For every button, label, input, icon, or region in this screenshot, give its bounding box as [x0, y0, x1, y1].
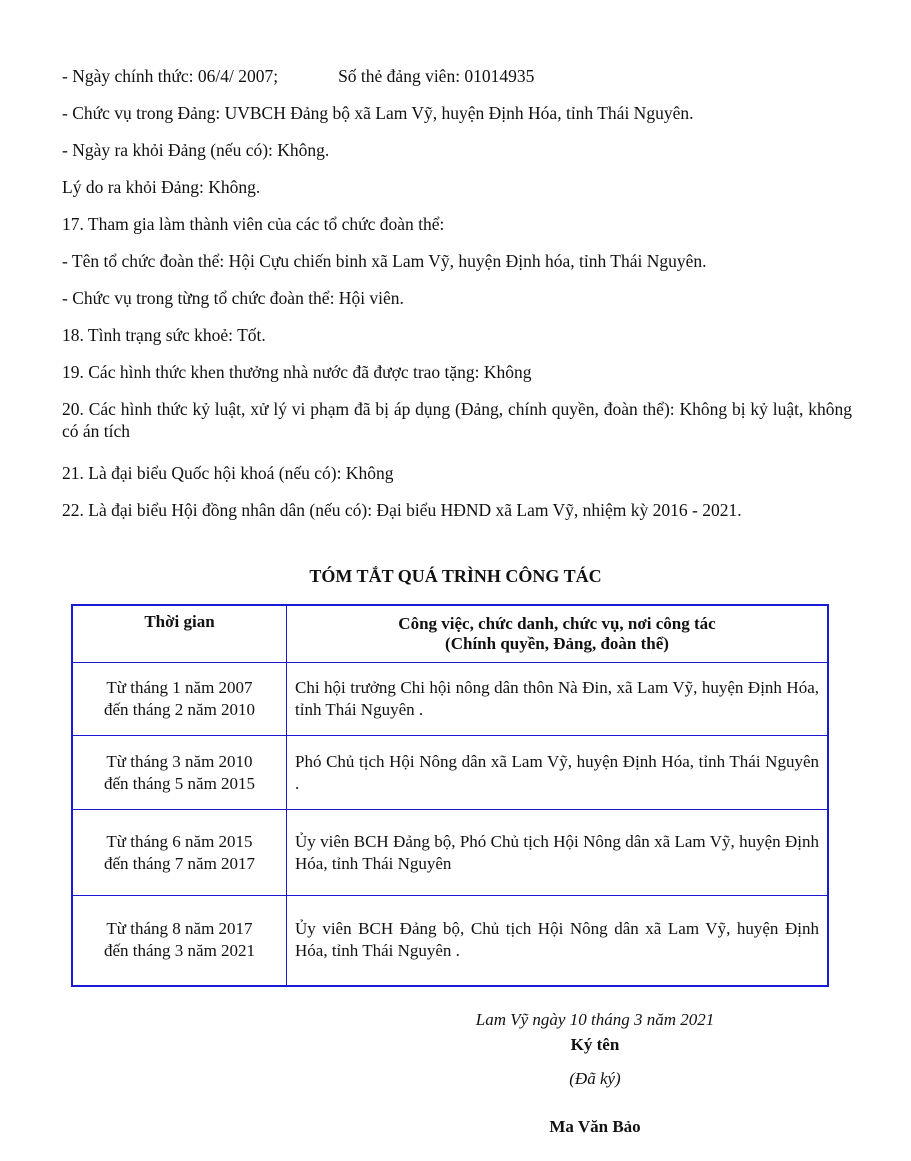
- organization-name-line: - Tên tổ chức đoàn thể: Hội Cựu chiến binh xã Lam Vỹ, huyện Định hóa, tỉnh Thái Nguyên.: [62, 251, 707, 271]
- time-to: đến tháng 5 năm 2015: [103, 773, 256, 793]
- description-cell: Ủy viên BCH Đảng bộ, Phó Chủ tịch Hội Nông dân xã Lam Vỹ, huyện Định Hóa, tỉnh Thái Nguyên: [287, 810, 829, 896]
- table-header-row: [72, 605, 828, 663]
- table-row: [72, 736, 828, 810]
- time-cell: [72, 736, 287, 810]
- table-row: [72, 810, 828, 896]
- header-work-line1: Công việc, chức danh, chức vụ, nơi công tác: [398, 614, 716, 633]
- time-from: Từ tháng 6 năm 2015: [106, 831, 253, 851]
- national-assembly-line: 21. Là đại biểu Quốc hội khoá (nếu có): Không: [62, 463, 394, 483]
- description-cell: Phó Chủ tịch Hội Nông dân xã Lam Vỹ, huyện Định Hóa, tỉnh Thái Nguyên .: [287, 736, 829, 810]
- section-title: TÓM TẮT QUÁ TRÌNH CÔNG TÁC: [309, 566, 602, 586]
- party-card-number: Số thẻ đảng viên: 01014935: [338, 66, 535, 86]
- party-leave-reason-line: Lý do ra khỏi Đảng: Không.: [62, 177, 261, 197]
- description-cell: Chi hội trưởng Chi hội nông dân thôn Nà Đin, xã Lam Vỹ, huyện Định Hóa, tỉnh Thái Nguyên .: [287, 663, 829, 736]
- description-cell: Ủy viên BCH Đảng bộ, Chủ tịch Hội Nông dân xã Lam Vỹ, huyện Định Hóa, tỉnh Thái Nguyên .: [287, 896, 829, 986]
- discipline-line: 20. Các hình thức kỷ luật, xử lý vi phạm đã bị áp dụng (Đảng, chính quyền, đoàn thể): Không bị kỷ luật, không có án tích: [62, 399, 852, 441]
- work-history-table: [71, 604, 829, 987]
- header-time: Thời gian: [72, 605, 287, 663]
- party-leave-date-line: - Ngày ra khỏi Đảng (nếu có): Không.: [62, 140, 330, 160]
- time-cell: [72, 810, 287, 896]
- time-from: Từ tháng 1 năm 2007: [106, 678, 253, 697]
- time-from: Từ tháng 8 năm 2017: [106, 919, 253, 939]
- table-row: [72, 663, 828, 736]
- signer-name: Ma Văn Bảo: [549, 1117, 641, 1136]
- time-to: đến tháng 7 năm 2017: [103, 853, 256, 873]
- time-to: đến tháng 3 năm 2021: [103, 941, 256, 961]
- signed-note: (Đã ký): [569, 1069, 621, 1088]
- time-cell: [72, 663, 287, 736]
- people-council-line: 22. Là đại biểu Hội đồng nhân dân (nếu có): Đại biểu HĐND xã Lam Vỹ, nhiệm kỳ 2016 - 2021.: [62, 500, 742, 520]
- header-work: [287, 605, 829, 663]
- health-status-line: 18. Tình trạng sức khoẻ: Tốt.: [62, 325, 266, 345]
- time-cell: [72, 896, 287, 986]
- organization-heading: 17. Tham gia làm thành viên của các tổ chức đoàn thể:: [62, 214, 445, 234]
- signature-label: Ký tên: [570, 1035, 620, 1054]
- time-to: đến tháng 2 năm 2010: [103, 700, 256, 719]
- signature-place-date: Lam Vỹ ngày 10 tháng 3 năm 2021: [475, 1010, 715, 1029]
- table-row: [72, 896, 828, 986]
- party-position-line: - Chức vụ trong Đảng: UVBCH Đảng bộ xã Lam Vỹ, huyện Định Hóa, tỉnh Thái Nguyên.: [62, 103, 694, 123]
- time-from: Từ tháng 3 năm 2010: [106, 751, 253, 771]
- awards-line: 19. Các hình thức khen thưởng nhà nước đã được trao tặng: Không: [62, 362, 532, 382]
- official-date-line: [62, 65, 852, 87]
- official-date: - Ngày chính thức: 06/4/ 2007;: [62, 66, 279, 86]
- organization-position-line: - Chức vụ trong từng tổ chức đoàn thể: Hội viên.: [62, 288, 404, 308]
- header-work-line2: (Chính quyền, Đảng, đoàn thể): [445, 634, 669, 653]
